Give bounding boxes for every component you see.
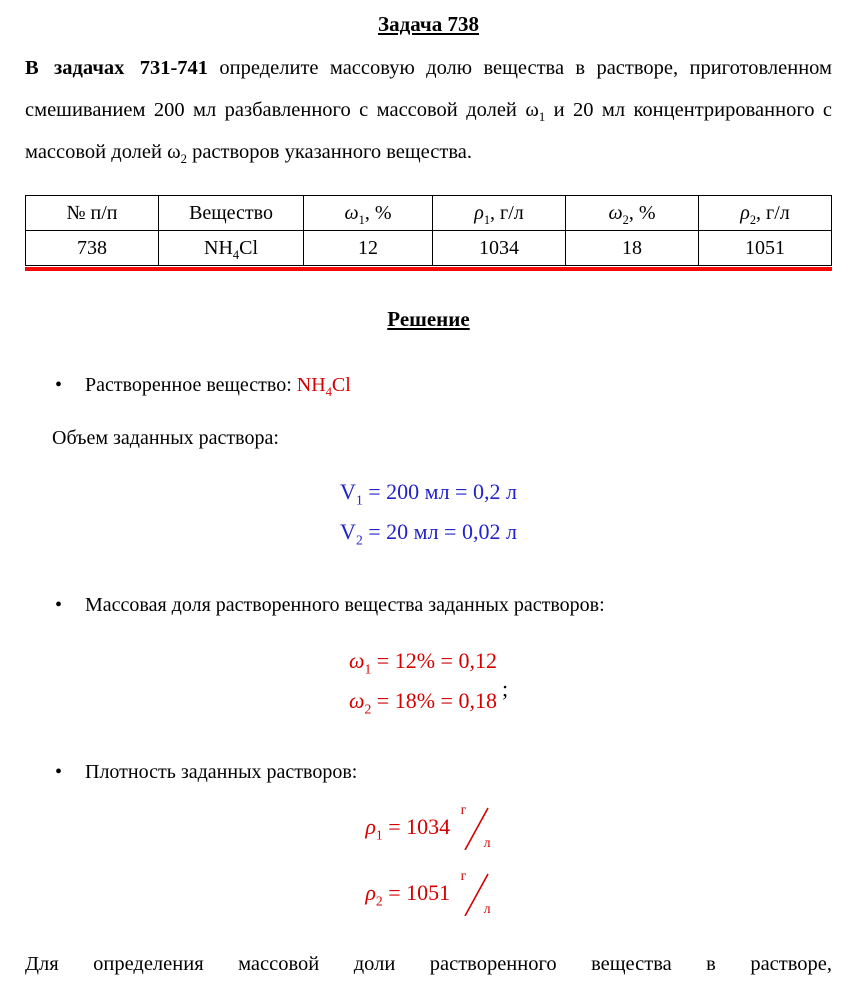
bullet-mass-fraction [25, 594, 832, 617]
table-cell-rho1: 1034 [433, 231, 566, 266]
mass-fraction-label: Массовая доля растворенного вещества заданных растворов: [85, 594, 605, 617]
problem-statement-lead: В задачах 731-741 [25, 57, 209, 79]
page-title: Задача 738 [378, 12, 479, 36]
bullet-icon: • [55, 374, 63, 397]
bullet-icon: • [55, 761, 63, 784]
table-header-omega2: $\omega_2$, % [566, 196, 699, 231]
table-cell-omega1: 12 [304, 231, 433, 266]
table-cell-rho2: 1051 [698, 231, 831, 266]
gram-per-liter-fraction: г л [460, 869, 491, 918]
table-header-substance: Вещество [158, 196, 303, 231]
solution-heading: Решение [387, 307, 470, 332]
problem-data-table [25, 195, 832, 266]
semicolon-separator: ; [501, 676, 509, 702]
bullet-density [25, 761, 832, 784]
table-cell-substance: $NH_4Cl$ [158, 231, 303, 266]
red-divider-line [25, 267, 832, 271]
volume-formulas [25, 472, 832, 552]
table-cell-number: 738 [26, 231, 159, 266]
formula-rho-2: $\rho_2 = 1051$ г л [365, 869, 491, 918]
density-formulas [25, 803, 832, 918]
problem-statement: В задачах 731-741 определите массовую долю вещества в растворе, приготовленном смешиванием 200 мл разбавленного с массовой долей $\omega_1$ и 20 мл концентрированного с массовой долей $\omega_2$ растворов указанного вещества. [25, 57, 832, 167]
formula-volume-1: $V_1 = 200$ мл = 0,2 л [340, 479, 517, 508]
formula-rho-1: $\rho_1 = 1034$ г л [365, 803, 491, 852]
formula-omega-1: $\omega_1 = 12\% = 0,12$ [348, 648, 497, 677]
dissolved-substance-text: Растворенное вещество: $NH_4Cl$ [85, 374, 351, 400]
table-header-omega1: $\omega_1$, % [304, 196, 433, 231]
table-row [26, 231, 832, 266]
bullet-dissolved-substance [25, 374, 832, 400]
table-cell-omega2: 18 [566, 231, 699, 266]
table-header-rho2: $\rho_2$, г/л [698, 196, 831, 231]
formula-omega-2: $\omega_2 = 18\% = 0,18$ [348, 688, 497, 717]
mass-fraction-formulas [25, 641, 832, 721]
formula-volume-2: $V_2 = 20$ мл = 0,02 л [340, 519, 517, 548]
gram-per-liter-fraction: г л [460, 803, 491, 852]
table-header-number: № п/п [26, 196, 159, 231]
density-label: Плотность заданных растворов: [85, 761, 358, 784]
bullet-icon: • [55, 594, 63, 617]
volumes-label: Объем заданных раствора: [52, 427, 279, 450]
table-header-rho1: $\rho_1$, г/л [433, 196, 566, 231]
next-paragraph: Для определения массовой доли растворенного вещества в растворе, [25, 953, 832, 976]
substance-formula: $NH_4Cl$ [296, 374, 351, 400]
table-header-row [26, 196, 832, 231]
